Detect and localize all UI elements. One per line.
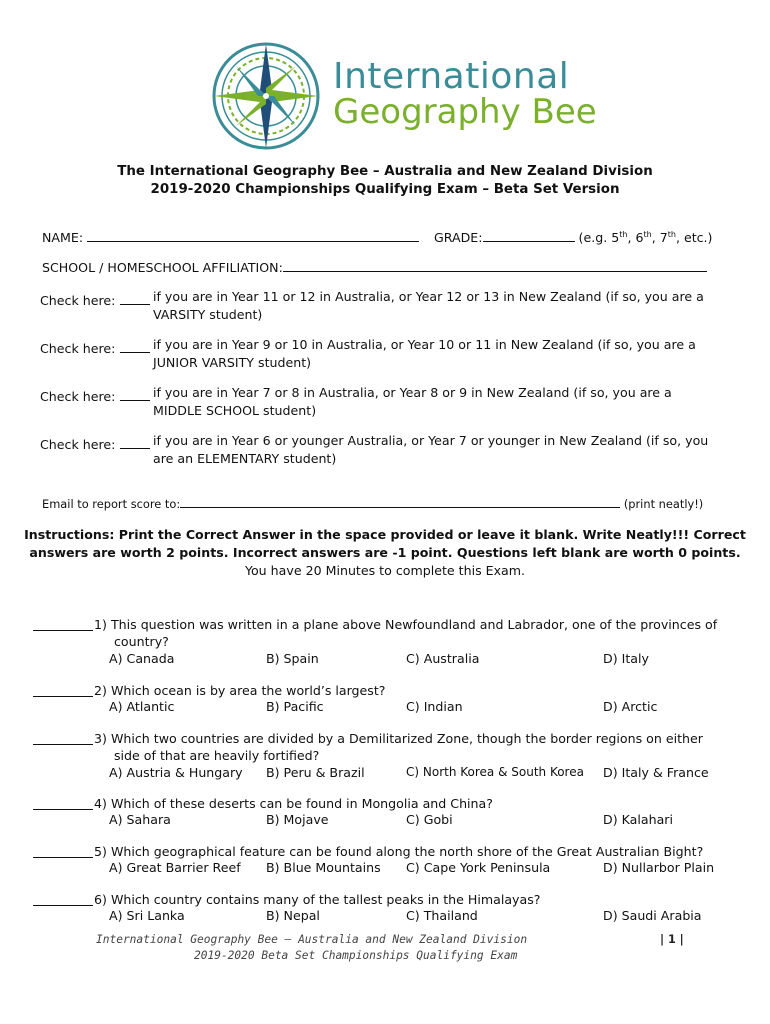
- option-b: B) Spain: [266, 651, 319, 666]
- logo-text-geography-bee: Geography Bee: [333, 92, 597, 132]
- answer-field-2[interactable]: [33, 684, 93, 697]
- instructions-line-2: answers are worth 2 points. Incorrect answers are -1 point. Questions left blank are worth 0 points.: [29, 545, 741, 560]
- page-subtitle: 2019-2020 Championships Qualifying Exam – Beta Set Version: [150, 182, 620, 197]
- option-b: B) Nepal: [266, 908, 320, 923]
- check-field[interactable]: [120, 388, 150, 401]
- option-a: A) Atlantic: [109, 699, 175, 714]
- check-row-elementary: [40, 434, 150, 453]
- check-label: Check here:: [40, 293, 116, 308]
- option-a: A) Sahara: [109, 812, 171, 827]
- option-b: B) Peru & Brazil: [266, 765, 365, 780]
- email-note: (print neatly!): [623, 497, 704, 511]
- question-number: 5): [94, 844, 107, 859]
- option-d: D) Nullarbor Plain: [603, 860, 715, 875]
- name-label: NAME:: [42, 230, 84, 245]
- check-text-line: if you are in Year 9 or 10 in Australia, or Year 10 or 11 in New Zealand (if so, you are a: [153, 337, 696, 352]
- instructions: [0, 526, 770, 580]
- question-3: [33, 730, 93, 749]
- school-field[interactable]: [283, 259, 707, 272]
- check-text-line: if you are in Year 6 or younger Australia, or Year 7 or younger in New Zealand (if so, you: [153, 433, 709, 448]
- footer-line-1: International Geography Bee – Australia and New Zealand Division: [96, 933, 528, 946]
- check-text-line: if you are in Year 7 or 8 in Australia, or Year 8 or 9 in New Zealand (if so, you are a: [153, 385, 672, 400]
- email-field[interactable]: [180, 497, 620, 508]
- question-text-line-2: side of that are heavily fortified?: [114, 748, 320, 763]
- answer-field-4[interactable]: [33, 797, 93, 810]
- question-text-5: [94, 843, 719, 860]
- grade-example: (e.g. 5th, 6th, 7th, etc.): [578, 229, 713, 245]
- answer-field-3[interactable]: [33, 732, 93, 745]
- option-d: D) Kalahari: [603, 812, 673, 827]
- question-2: [33, 682, 93, 701]
- option-c: C) Cape York Peninsula: [406, 860, 551, 875]
- school-label: SCHOOL / HOMESCHOOL AFFILIATION:: [42, 260, 283, 275]
- check-label: Check here:: [40, 341, 116, 356]
- question-6: [33, 891, 93, 910]
- footer-page-number: [660, 933, 684, 946]
- option-a: A) Great Barrier Reef: [109, 860, 241, 875]
- option-d: D) Saudi Arabia: [603, 908, 702, 923]
- name-row: [42, 229, 419, 245]
- check-label: Check here:: [40, 437, 116, 452]
- check-text: [153, 288, 713, 324]
- grade-row: [434, 229, 712, 245]
- option-c: C) North Korea & South Korea: [406, 765, 584, 779]
- question-text-line: Which ocean is by area the world’s largest?: [110, 683, 386, 698]
- email-row: [42, 497, 703, 511]
- email-label: Email to report score to:: [42, 497, 181, 511]
- question-text-line: This question was written in a plane above Newfoundland and Labrador, one of the provinces of: [110, 617, 718, 632]
- question-text-line: Which country contains many of the tallest peaks in the Himalayas?: [110, 892, 541, 907]
- grade-field[interactable]: [483, 229, 575, 242]
- instructions-line-1: Instructions: Print the Correct Answer in the space provided or leave it blank. Write Neatly!!! Correct: [24, 527, 746, 542]
- check-row-junior-varsity: [40, 338, 150, 357]
- check-text: [153, 384, 713, 420]
- option-c: C) Gobi: [406, 812, 453, 827]
- option-c: C) Australia: [406, 651, 480, 666]
- question-text-line: Which geographical feature can be found along the north shore of the Great Australian Bight?: [110, 844, 704, 859]
- option-d: D) Italy & France: [603, 765, 709, 780]
- option-b: B) Blue Mountains: [266, 860, 381, 875]
- check-text-line: JUNIOR VARSITY student): [153, 355, 312, 370]
- page-title: The International Geography Bee – Australia and New Zealand Division: [117, 164, 653, 179]
- logo-text-international: International: [333, 56, 570, 97]
- name-field[interactable]: [87, 229, 419, 242]
- answer-field-6[interactable]: [33, 893, 93, 906]
- option-a: A) Sri Lanka: [109, 908, 185, 923]
- question-text-2: [94, 682, 719, 699]
- option-b: B) Pacific: [266, 699, 324, 714]
- question-text-line-2: country?: [114, 634, 169, 649]
- check-text-line: are an ELEMENTARY student): [153, 451, 337, 466]
- question-number: 1): [94, 617, 107, 632]
- question-4: [33, 795, 93, 814]
- option-d: D) Arctic: [603, 699, 658, 714]
- option-a: A) Austria & Hungary: [109, 765, 243, 780]
- footer-line-2: 2019-2020 Beta Set Championships Qualifying Exam: [194, 949, 518, 962]
- question-number: 4): [94, 796, 107, 811]
- school-row: [42, 259, 707, 275]
- option-a: A) Canada: [109, 651, 175, 666]
- check-field[interactable]: [120, 292, 150, 305]
- question-number: 3): [94, 731, 107, 746]
- option-d: D) Italy: [603, 651, 649, 666]
- check-text: [153, 432, 713, 468]
- question-1: [33, 616, 93, 635]
- question-text-1: [94, 616, 719, 650]
- instructions-time: You have 20 Minutes to complete this Exam.: [244, 563, 526, 578]
- option-b: B) Mojave: [266, 812, 329, 827]
- check-text-line: MIDDLE SCHOOL student): [153, 403, 317, 418]
- question-number: 2): [94, 683, 107, 698]
- question-text-line: Which of these deserts can be found in Mongolia and China?: [110, 796, 493, 811]
- compass-rose-icon: [206, 40, 330, 152]
- question-text-6: [94, 891, 719, 908]
- question-text-4: [94, 795, 719, 812]
- question-5: [33, 843, 93, 862]
- check-row-middle-school: [40, 386, 150, 405]
- check-label: Check here:: [40, 389, 116, 404]
- answer-field-5[interactable]: [33, 845, 93, 858]
- option-c: C) Indian: [406, 699, 463, 714]
- check-field[interactable]: [120, 436, 150, 449]
- page-number: | 1 |: [660, 933, 684, 946]
- option-c: C) Thailand: [406, 908, 478, 923]
- check-text-line: VARSITY student): [153, 307, 263, 322]
- check-text: [153, 336, 713, 372]
- question-number: 6): [94, 892, 107, 907]
- question-text-line: Which two countries are divided by a Demilitarized Zone, though the border regions on either: [110, 731, 703, 746]
- check-text-line: if you are in Year 11 or 12 in Australia, or Year 12 or 13 in New Zealand (if so, you are a: [153, 289, 704, 304]
- check-row-varsity: [40, 290, 150, 309]
- check-field[interactable]: [120, 340, 150, 353]
- answer-field-1[interactable]: [33, 618, 93, 631]
- question-text-3: [94, 730, 719, 764]
- grade-label: GRADE:: [434, 230, 483, 245]
